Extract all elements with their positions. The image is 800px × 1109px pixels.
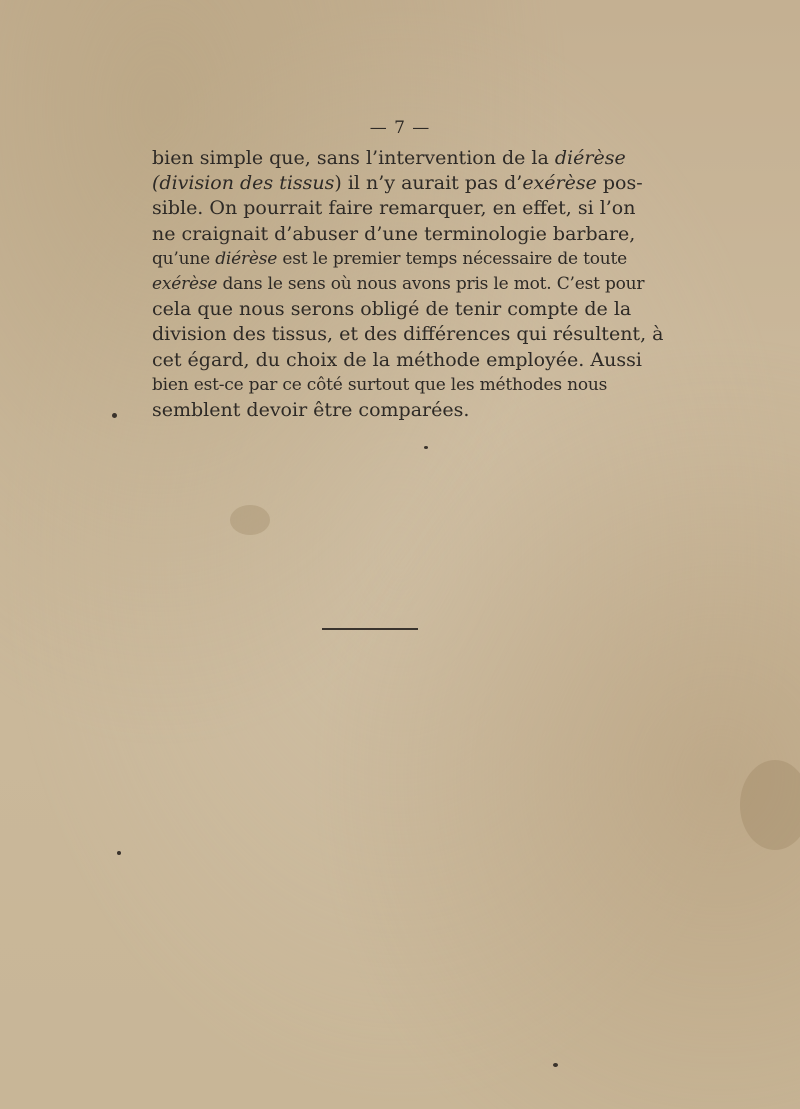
text-line	[152, 171, 643, 196]
text-line	[152, 398, 596, 423]
text-run: cela que nous serons obligé de tenir compte de la	[152, 298, 632, 321]
italic-term: exérèse	[152, 273, 218, 294]
text-line	[152, 373, 608, 398]
italic-term: diérèse	[215, 248, 278, 269]
text-line	[152, 322, 664, 347]
text-run: est le premier temps nécessaire de toute	[277, 248, 627, 269]
italic-term: (division des tissus	[152, 172, 335, 195]
text-line	[152, 196, 636, 221]
italic-term: exérèse	[522, 172, 597, 195]
text-line	[152, 247, 627, 272]
text-run: sible. On pourrait faire remarquer, en effet, si l’on	[152, 197, 636, 220]
text-run: pos-	[596, 172, 643, 195]
text-line	[152, 348, 642, 373]
ink-speck	[112, 413, 117, 418]
text-line	[152, 146, 626, 171]
text-run: bien simple que, sans l’intervention de la	[152, 147, 555, 169]
text-run: dans le sens où nous avons pris le mot. C’est pour	[217, 273, 645, 294]
text-run: ne craignait d’abuser d’une terminologie barbare,	[152, 222, 636, 245]
text-run: division des tissus, et des différences qui résultent, à	[152, 323, 664, 346]
paper-stain	[230, 505, 270, 535]
text-run: ) il n’y aurait pas d’	[334, 172, 523, 195]
ink-speck	[553, 1063, 558, 1067]
text-run: qu’une	[152, 248, 216, 269]
ink-speck	[424, 446, 428, 449]
text-run: semblent devoir être comparées.	[152, 398, 470, 421]
text-line	[152, 222, 636, 247]
ink-speck	[117, 851, 121, 855]
text-run: cet égard, du choix de la méthode employée. Aussi	[152, 348, 642, 371]
italic-term: diérèse	[554, 147, 626, 169]
text-line	[152, 272, 645, 297]
page-number: — 7 —	[369, 118, 431, 138]
text-line	[152, 297, 632, 322]
text-run: bien est-ce par ce côté surtout que les méthodes nous	[152, 374, 608, 395]
end-rule	[322, 628, 418, 630]
body-paragraph	[152, 146, 664, 423]
paper-stain	[740, 760, 800, 850]
